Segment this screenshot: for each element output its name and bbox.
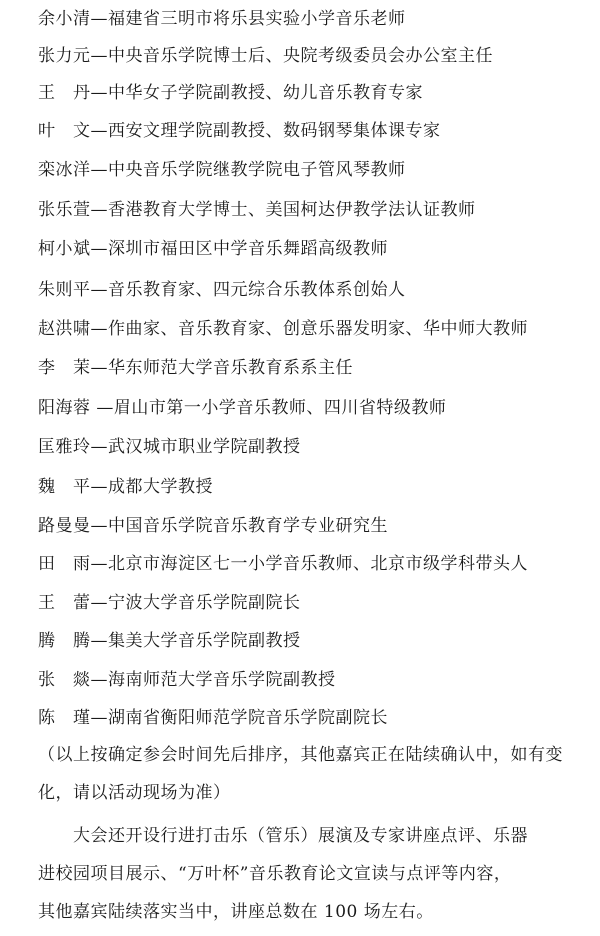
schedule-note-line: 化，请以活动现场为准） [38, 783, 231, 803]
closing-paragraph-line: 其他嘉宾陆续落实当中，讲座总数在 100 场左右。 [38, 902, 434, 922]
speaker-line: 王 丹—中华女子学院副教授、幼儿音乐教育专家 [38, 83, 423, 103]
closing-paragraph-line: 大会还开设行进打击乐（管乐）展演及专家讲座点评、乐器 [38, 826, 528, 846]
speaker-line: 路曼曼—中国音乐学院音乐教育学专业研究生 [38, 516, 388, 536]
speaker-line: 腾 腾—集美大学音乐学院副教授 [38, 631, 301, 651]
speaker-line: 张力元—中央音乐学院博士后、央院考级委员会办公室主任 [38, 46, 493, 66]
closing-paragraph-line: 进校园项目展示、“万叶杯”音乐教育论文宣读与点评等内容， [38, 864, 512, 884]
speaker-line: 魏 平—成都大学教授 [38, 477, 213, 497]
speaker-line: 阳海蓉 —眉山市第一小学音乐教师、四川省特级教师 [38, 398, 447, 418]
speaker-line: 匡雅玲—武汉城市职业学院副教授 [38, 437, 301, 457]
speaker-line: 陈 瑾—湖南省衡阳师范学院音乐学院副院长 [38, 708, 388, 728]
speaker-line: 赵洪啸—作曲家、音乐教育家、创意乐器发明家、华中师大教师 [38, 319, 528, 339]
speaker-line: 李 茉—华东师范大学音乐教育系系主任 [38, 358, 353, 378]
speaker-line: 朱则平—音乐教育家、四元综合乐教体系创始人 [38, 280, 406, 300]
speaker-line: 张乐萱—香港教育大学博士、美国柯达伊教学法认证教师 [38, 200, 476, 220]
speaker-line: 栾冰洋—中央音乐学院继教学院电子管风琴教师 [38, 160, 406, 180]
speaker-line: 柯小斌—深圳市福田区中学音乐舞蹈高级教师 [38, 239, 388, 259]
speaker-line: 张 燚—海南师范大学音乐学院副教授 [38, 670, 336, 690]
speaker-line: 叶 文—西安文理学院副教授、数码钢琴集体课专家 [38, 121, 441, 141]
schedule-note-line: （以上按确定参会时间先后排序，其他嘉宾正在陆续确认中，如有变 [38, 745, 563, 765]
speaker-line: 田 雨—北京市海淀区七一小学音乐教师、北京市级学科带头人 [38, 554, 528, 574]
speaker-line: 王 蕾—宁波大学音乐学院副院长 [38, 593, 301, 613]
speaker-line: 余小清—福建省三明市将乐县实验小学音乐老师 [38, 9, 406, 29]
